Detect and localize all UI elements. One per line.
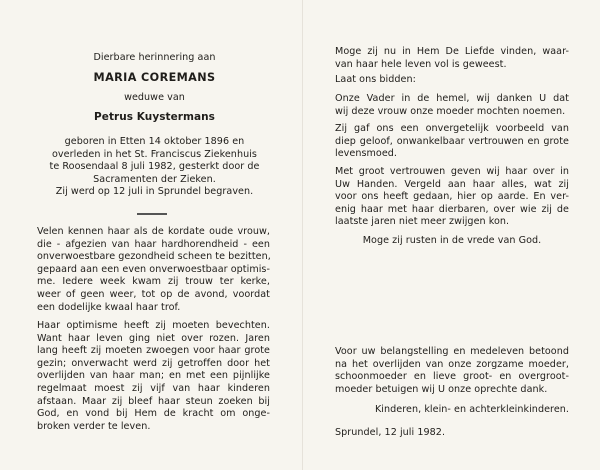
paragraph-line: van haar hele leven vol is geweest. (335, 58, 507, 70)
paragraph-line: Zij gaf ons een onvergetelijk voorbeeld van (335, 123, 569, 134)
prayer-1 (335, 93, 569, 118)
bio-block (37, 136, 272, 199)
bio-line: te Roosendaal 8 juli 1982, gesterkt door de (49, 161, 260, 173)
paragraph-line: gezin; onverwacht werd zij getroffen door het (37, 357, 270, 369)
paragraph-line: enig haar met haar dierbaren, over wie zij de (335, 203, 569, 215)
paragraph-1 (37, 226, 270, 314)
signature: Kinderen, klein- en achterkleinkinderen. (374, 404, 569, 415)
paragraph-line: lang heeft zij moeten zwoegen voor haar grote (37, 345, 270, 357)
relation-text: weduwe van (124, 92, 185, 103)
paragraph-line: voor ons heeft gedaan, hier op aarde. En ver- (335, 191, 569, 203)
deceased-name: MARIA COREMANS (93, 71, 216, 84)
separator-dash (137, 213, 167, 215)
intro-text: Dierbare herinnering aan (93, 52, 216, 63)
prayer-2 (335, 123, 569, 161)
fold-line (302, 0, 303, 470)
paragraph-line: een dodelijke kwaal haar trof. (37, 301, 181, 313)
paragraph-line: diep geloof, onwankelbaar vertrouwen en grote (335, 135, 569, 147)
paragraph-line: God, en vond bij Hem de kracht om onge- (37, 408, 270, 420)
prayer-intro: Laat ons bidden: (335, 74, 416, 85)
paragraph-line: levensmoed. (335, 148, 398, 160)
spouse-name: Petrus Kuystermans (94, 111, 215, 123)
bio-line: geboren in Etten 14 oktober 1896 en (64, 136, 245, 147)
paragraph-line: Velen kennen haar als de kordate oude vrouw, (37, 226, 270, 237)
paragraph-line: gepaard aan een even onverwoestbaar optimis- (37, 263, 270, 275)
bio-line: overleden in het St. Franciscus Ziekenhuis (52, 148, 257, 160)
prayer-3 (335, 166, 569, 229)
right-paragraph-1 (335, 46, 569, 71)
paragraph-line: laatste jaren niet meer zwijgen kon. (335, 216, 510, 228)
paragraph-line: Onze Vader in de hemel, wij danken U dat (335, 93, 569, 104)
paragraph-line: Voor uw belangstelling en medeleven betoond (335, 346, 569, 357)
paragraph-2 (37, 320, 270, 433)
paragraph-line: Uw Handen. Vergeld aan haar alles, wat zij (335, 178, 569, 190)
paragraph-line: broken verder te leven. (37, 420, 151, 432)
paragraph-line: me. Iedere week kwam zij trouw ter kerke, (37, 276, 270, 288)
paragraph-line: onverwoestbare gezondheid scheen te bezitten, (37, 251, 271, 263)
paragraph-line: weer of geen weer, tot op de avond, voordat (37, 288, 270, 300)
bio-line: Sacramenten der Zieken. (93, 173, 216, 185)
paragraph-line: moeder betuigen wij U onze oprechte dank. (335, 383, 548, 395)
bio-line: Zij werd op 12 juli in Sprundel begraven. (55, 186, 254, 198)
paragraph-line: schoonmoeder en lieve groot- en overgroot- (335, 371, 569, 383)
paragraph-line: Want haar leven ging niet over rozen. Jaren (37, 332, 270, 344)
place-date: Sprundel, 12 juli 1982. (335, 427, 446, 438)
paragraph-line: Met groot vertrouwen geven wij haar over in (335, 166, 569, 177)
paragraph-line: regelmaat moest zij vijf van haar kinderen (37, 382, 270, 394)
paragraph-line: Haar optimisme heeft zij moeten bevechten. (37, 320, 270, 331)
paragraph-line: wij deze vrouw onze moeder mochten noemen. (335, 105, 566, 117)
paragraph-line: afstaan. Maar zij bleef haar steun zoeken bij (37, 395, 270, 407)
paragraph-line: na het overlijden van onze zorgzame moeder, (335, 358, 569, 370)
paragraph-line: overlijden van haar man; en met een pijnlijke (37, 370, 270, 382)
closing-prayer: Moge zij rusten in de vrede van God. (362, 235, 542, 246)
paragraph-line: Moge zij nu in Hem De Liefde vinden, waar- (335, 46, 569, 57)
paragraph-line: die - afgezien van haar hardhorendheid - een (37, 238, 270, 250)
thanks-paragraph (335, 346, 569, 396)
